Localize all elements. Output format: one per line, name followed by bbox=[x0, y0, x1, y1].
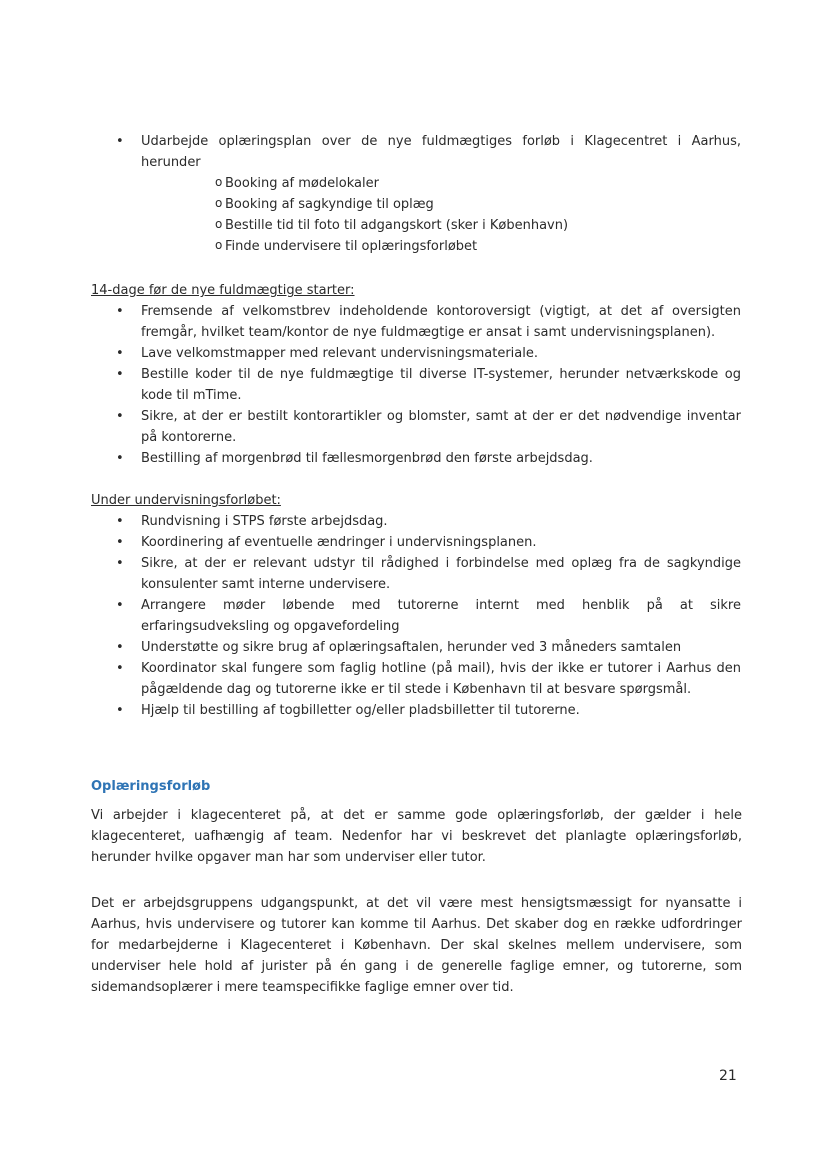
sub-list-item: o Booking af mødelokaler bbox=[141, 173, 741, 194]
list-item bbox=[91, 131, 741, 257]
list-item: • Sikre, at der er relevant udstyr til rådighed i forbindelse med oplæg fra de sagkyndige konsulenter samt interne undervisere. bbox=[91, 553, 741, 595]
list-item: • Hjælp til bestilling af togbilletter og/eller pladsbilletter til tutorerne. bbox=[91, 700, 741, 721]
list-item: • Rundvisning i STPS første arbejdsdag. bbox=[91, 511, 741, 532]
paragraph: Det er arbejdsgruppens udgangspunkt, at det vil være mest hensigtsmæssigt for nyansatte i Aarhus, hvis undervisere og tutorer kan komme til Aarhus. Det skaber dog en række udfordringer for medarbejderne i Klagecenteret i København. Der skal skelnes mellem undervisere, som underviser hele hold af jurister på én gang i de generelle faglige emner, og tutorerne, som sidemandsoplærer i mere teamspecifikke faglige emner over tid. bbox=[91, 896, 742, 995]
before-start-list bbox=[91, 301, 741, 469]
list-item: • Bestilling af morgenbrød til fællesmorgenbrød den første arbejdsdag. bbox=[91, 448, 741, 469]
list-item: • Understøtte og sikre brug af oplæringsaftalen, herunder ved 3 måneders samtalen bbox=[91, 637, 741, 658]
list-item: • Fremsende af velkomstbrev indeholdende kontoroversigt (vigtigt, at det af oversigten fremgår, hvilket team/kontor de nye fuldmægtige er ansat i samt undervisningsplanen). bbox=[91, 301, 741, 343]
list-item: • Lave velkomstmapper med relevant undervisningsmateriale. bbox=[91, 343, 741, 364]
top-bullet-list bbox=[91, 131, 741, 257]
sub-list-item: o Bestille tid til foto til adgangskort (sker i København) bbox=[141, 215, 741, 236]
sub-list bbox=[141, 173, 741, 257]
section-title: Oplæringsforløb bbox=[91, 779, 211, 794]
sub-list-item: o Finde undervisere til oplæringsforløbet bbox=[141, 236, 741, 257]
during-course-list bbox=[91, 511, 741, 721]
list-item-text: Udarbejde oplæringsplan over de nye fuldmægtiges forløb i Klagecentret i Aarhus, herunder bbox=[141, 134, 741, 170]
list-item: • Koordinator skal fungere som faglig hotline (på mail), hvis der ikke er tutorer i Aarhus den pågældende dag og tutorerne ikke er til stede i København til at besvare spørgsmål. bbox=[91, 658, 741, 700]
sub-list-item: o Booking af sagkyndige til oplæg bbox=[141, 194, 741, 215]
section-heading-during-course: Under undervisningsforløbet: bbox=[91, 493, 281, 508]
paragraph: Vi arbejder i klagecenteret på, at det er samme gode oplæringsforløb, der gælder i hele klagecenteret, uafhængig af team. Nedenfor har vi beskrevet det planlagte oplæringsforløb, herunder hvilke opgaver man har som underviser eller tutor. bbox=[91, 808, 742, 865]
list-item: • Koordinering af eventuelle ændringer i undervisningsplanen. bbox=[91, 532, 741, 553]
list-item: • Bestille koder til de nye fuldmægtige til diverse IT-systemer, herunder netværkskode og kode til mTime. bbox=[91, 364, 741, 406]
list-item: • Sikre, at der er bestilt kontorartikler og blomster, samt at der er det nødvendige inventar på kontorerne. bbox=[91, 406, 741, 448]
page-number: 21 bbox=[719, 1068, 737, 1084]
section-heading-before-start: 14-dage før de nye fuldmægtige starter: bbox=[91, 283, 355, 298]
list-item: • Arrangere møder løbende med tutorerne internt med henblik på at sikre erfaringsudveksling og opgavefordeling bbox=[91, 595, 741, 637]
